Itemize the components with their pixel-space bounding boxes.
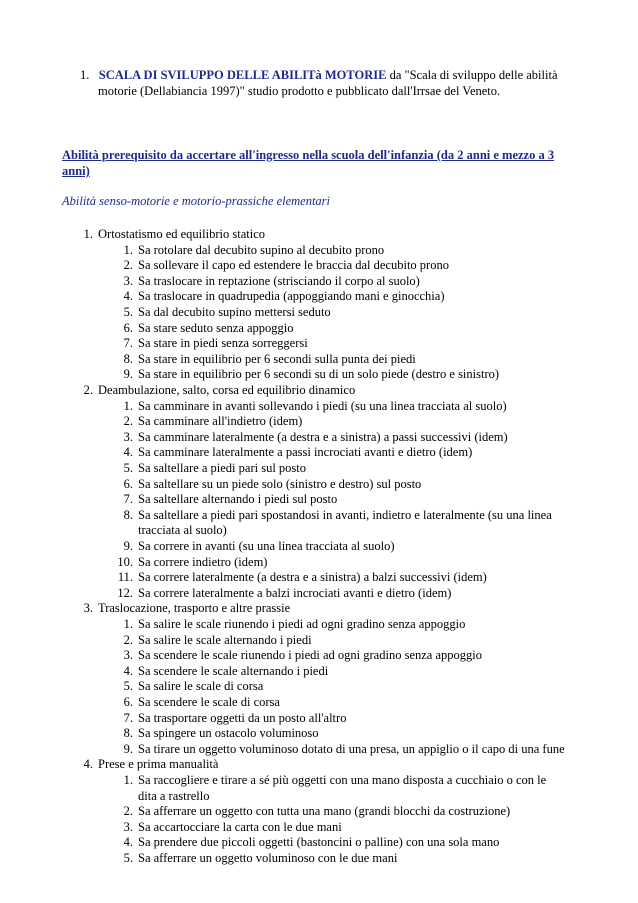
list-item: Sa camminare all'indietro (idem): [138, 414, 303, 429]
list-item-number: 11.: [117, 570, 133, 585]
section-number: 4.: [83, 757, 93, 772]
main-heading-line-2: anni): [62, 164, 90, 178]
list-item: Sa rotolare dal decubito supino al decubito prono: [138, 242, 385, 257]
list-item-number: 4.: [123, 289, 133, 304]
list-item-number: 7.: [123, 710, 133, 725]
list-item-number: 1.: [123, 617, 133, 631]
list-item-number: 8.: [123, 351, 133, 366]
section-number: 2.: [83, 383, 93, 397]
list-item-number: 5.: [123, 679, 133, 694]
list-item-number: 7.: [123, 336, 133, 351]
section-title: Prese e prima manualità: [98, 757, 219, 772]
section-title: Traslocazione, trasporto e altre prassie: [98, 601, 291, 616]
list-item: Sa saltellare alternando i piedi sul posto: [138, 492, 338, 507]
list-item-number: 2.: [123, 414, 133, 429]
list-item-number: 5.: [123, 461, 133, 475]
list-item-number: 2.: [123, 804, 133, 819]
list-item: Sa camminare in avanti sollevando i piedi (su una linea tracciata al suolo): [138, 398, 507, 413]
list-item-number: 8.: [123, 726, 133, 741]
list-item-number: 2.: [123, 632, 133, 647]
list-item: Sa saltellare a piedi pari spostandosi in avanti, indietro e lateralmente (su una linea: [138, 507, 552, 522]
list-item-number: 9.: [123, 741, 133, 756]
list-item: Sa afferrare un oggetto con tutta una mano (grandi blocchi da costruzione): [138, 804, 511, 819]
list-item: Sa camminare lateralmente a passi incrociati avanti e dietro (idem): [138, 445, 473, 460]
list-item-number: 1.: [123, 773, 133, 787]
list-item: Sa raccogliere e tirare a sé più oggetti con una mano disposta a cucchiaio o con le: [138, 773, 547, 787]
list-item: Sa salire le scale di corsa: [138, 679, 264, 694]
list-item-number: 2.: [123, 258, 133, 273]
list-item: Sa salire le scale riunendo i piedi ad ogni gradino senza appoggio: [138, 617, 466, 631]
list-item: Sa trasportare oggetti da un posto all'altro: [138, 710, 347, 725]
list-item-number: 1.: [123, 242, 133, 257]
section-number: 1.: [83, 227, 93, 241]
section-title: Deambulazione, salto, corsa ed equilibrio dinamico: [98, 383, 356, 397]
list-item: Sa stare in equilibrio per 6 secondi su di un solo piede (destro e sinistro): [138, 367, 500, 382]
intro-source: da "Scala di sviluppo delle abilità: [386, 68, 558, 82]
list-item-number: 4.: [123, 835, 133, 850]
list-item-number: 4.: [123, 663, 133, 678]
section-number: 3.: [83, 601, 93, 616]
list-item-number: 5.: [123, 851, 133, 865]
list-item: Sa stare in equilibrio per 6 secondi sulla punta dei piedi: [138, 351, 416, 366]
intro-number: 1.: [80, 68, 90, 82]
list-item: Sa saltellare su un piede solo (sinistro e destro) sul posto: [138, 476, 422, 491]
list-item: Sa dal decubito supino mettersi seduto: [138, 305, 331, 319]
list-item-number: 1.: [123, 398, 133, 413]
list-item-number: 6.: [123, 320, 133, 335]
list-item: Sa traslocare in quadrupedia (appoggiando mani e ginocchia): [138, 289, 445, 304]
list-item: Sa correre indietro (idem): [138, 554, 268, 569]
list-item: Sa stare in piedi senza sorreggersi: [138, 336, 308, 351]
list-item: Sa spingere un ostacolo voluminoso: [138, 726, 319, 741]
intro-line-1: [80, 68, 558, 83]
list-item-number: 5.: [123, 305, 133, 319]
list-item-number: 6.: [123, 695, 133, 709]
list-item: Sa accartocciare la carta con le due mani: [138, 819, 342, 834]
list-item: Sa salire le scale alternando i piedi: [138, 632, 312, 647]
list-item-number: 7.: [123, 492, 133, 507]
list-item: Sa correre lateralmente (a destra e a sinistra) a balzi successivi (idem): [138, 570, 487, 585]
list-item-number: 3.: [123, 429, 133, 444]
main-heading-line-1: Abilità prerequisito da accertare all'ingresso nella scuola dell'infanzia (da 2 anni e mezzo a 3: [62, 148, 555, 162]
list-item: Sa scendere le scale riunendo i piedi ad ogni gradino senza appoggio: [138, 648, 482, 663]
list-item: Sa saltellare a piedi pari sul posto: [138, 461, 307, 475]
list-item-number: 4.: [123, 445, 133, 460]
list-item-continuation: dita a rastrello: [138, 788, 210, 803]
intro-line-2: motorie (Dellabiancia 1997)" studio prodotto e pubblicato dall'Irrsae del Veneto.: [98, 84, 501, 98]
list-item: Sa sollevare il capo ed estendere le braccia dal decubito prono: [138, 258, 449, 273]
list-item: Sa scendere le scale alternando i piedi: [138, 663, 329, 678]
intro-title: SCALA DI SVILUPPO DELLE ABILITà MOTORIE: [98, 68, 387, 82]
list-item-number: 9.: [123, 367, 133, 382]
list-item: Sa scendere le scale di corsa: [138, 695, 280, 709]
list-item-number: 10.: [117, 554, 133, 569]
list-item-number: 6.: [123, 476, 133, 491]
list-item: Sa correre lateralmente a balzi incrociati avanti e dietro (idem): [138, 585, 452, 600]
list-item-number: 3.: [123, 648, 133, 663]
list-item: Sa prendere due piccoli oggetti (bastoncini o palline) con una sola mano: [138, 835, 500, 850]
list-item: Sa afferrare un oggetto voluminoso con le due mani: [138, 851, 398, 865]
subheading: Abilità senso-motorie e motorio-prassiche elementari: [62, 194, 331, 208]
section-title: Ortostatismo ed equilibrio statico: [98, 227, 265, 241]
list-item: Sa traslocare in reptazione (strisciando il corpo al suolo): [138, 273, 420, 288]
list-item-continuation: tracciata al suolo): [138, 523, 227, 538]
list-item-number: 3.: [123, 273, 133, 288]
list-item: Sa camminare lateralmente (a destra e a sinistra) a passi successivi (idem): [138, 429, 508, 444]
list-item-number: 8.: [123, 507, 133, 522]
list-item: Sa tirare un oggetto voluminoso dotato di una presa, un appiglio o il capo di una fune: [138, 741, 565, 756]
list-item-number: 9.: [123, 539, 133, 553]
list-item-number: 3.: [123, 819, 133, 834]
list-item: Sa stare seduto senza appoggio: [138, 320, 294, 335]
list-item-number: 12.: [117, 585, 133, 600]
list-item: Sa correre in avanti (su una linea tracciata al suolo): [138, 539, 395, 553]
